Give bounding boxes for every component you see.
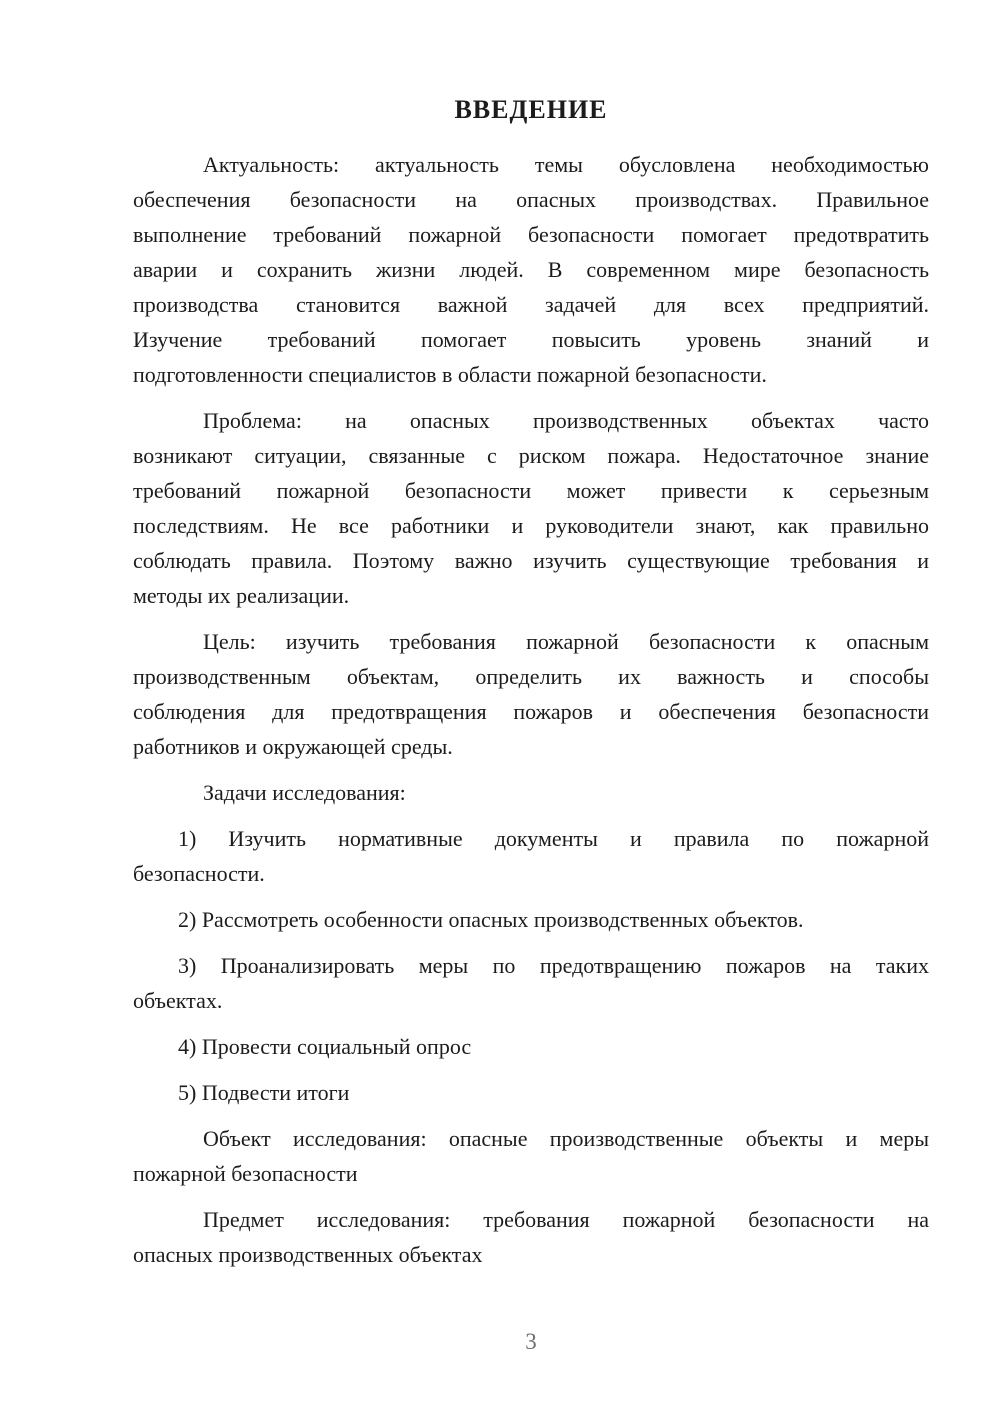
text-line: 4) Провести социальный опрос [178, 1034, 472, 1059]
text-line: Предмет исследования: требования пожарной безопасности на [203, 1207, 929, 1232]
text-line: выполнение требований пожарной безопасности помогает предотвратить [133, 222, 929, 247]
list-item [133, 902, 929, 937]
text-line: методы их реализации. [133, 583, 350, 608]
text-line: соблюдения для предотвращения пожаров и обеспечения безопасности [133, 699, 929, 724]
text-line: производства становится важной задачей для всех предприятий. [133, 292, 929, 317]
text-line: производственным объектам, определить их важность и способы [133, 664, 929, 689]
paragraph [133, 1202, 929, 1272]
paragraph [133, 624, 929, 764]
text-line: последствиям. Не все работники и руководители знают, как правильно [133, 513, 929, 538]
text-line: Цель: изучить требования пожарной безопасности к опасным [203, 629, 929, 654]
text-line: подготовленности специалистов в области пожарной безопасности. [133, 362, 767, 387]
text-line: аварии и сохранить жизни людей. В современном мире безопасность [133, 257, 929, 282]
text-line: Изучение требований помогает повысить уровень знаний и [133, 327, 929, 352]
page-number: 3 [525, 1329, 537, 1354]
text-line: 3) Проанализировать меры по предотвращению пожаров на таких [178, 953, 929, 978]
text-line: Задачи исследования: [203, 780, 406, 805]
text-line: Актуальность: актуальность темы обусловлена необходимостью [203, 152, 929, 177]
text-line: обеспечения безопасности на опасных производствах. Правильное [133, 187, 929, 212]
paragraph [133, 147, 929, 392]
list-item [133, 821, 929, 891]
body-text [133, 147, 929, 1272]
text-line: опасных производственных объектах [133, 1242, 483, 1267]
text-line: Проблема: на опасных производственных объектах часто [203, 408, 929, 433]
text-line: требований пожарной безопасности может привести к серьезным [133, 478, 929, 503]
text-line: пожарной безопасности [133, 1161, 358, 1186]
text-line: объектах. [133, 988, 223, 1013]
page-title: ВВЕДЕНИЕ [454, 95, 608, 124]
text-line: соблюдать правила. Поэтому важно изучить существующие требования и [133, 548, 929, 573]
document-body [133, 93, 929, 1283]
paragraph [133, 775, 929, 810]
text-line: 5) Подвести итоги [178, 1080, 350, 1105]
paragraph [133, 1121, 929, 1191]
text-line: безопасности. [133, 861, 265, 886]
paragraph [133, 403, 929, 613]
text-line: 1) Изучить нормативные документы и правила по пожарной [178, 826, 929, 851]
text-line: 2) Рассмотреть особенности опасных производственных объектов. [178, 907, 804, 932]
text-line: Объект исследования: опасные производственные объекты и меры [203, 1126, 929, 1151]
list-item [133, 1075, 929, 1110]
text-line: работников и окружающей среды. [133, 734, 453, 759]
list-item [133, 1029, 929, 1064]
list-item [133, 948, 929, 1018]
text-line: возникают ситуации, связанные с риском пожара. Недостаточное знание [133, 443, 929, 468]
